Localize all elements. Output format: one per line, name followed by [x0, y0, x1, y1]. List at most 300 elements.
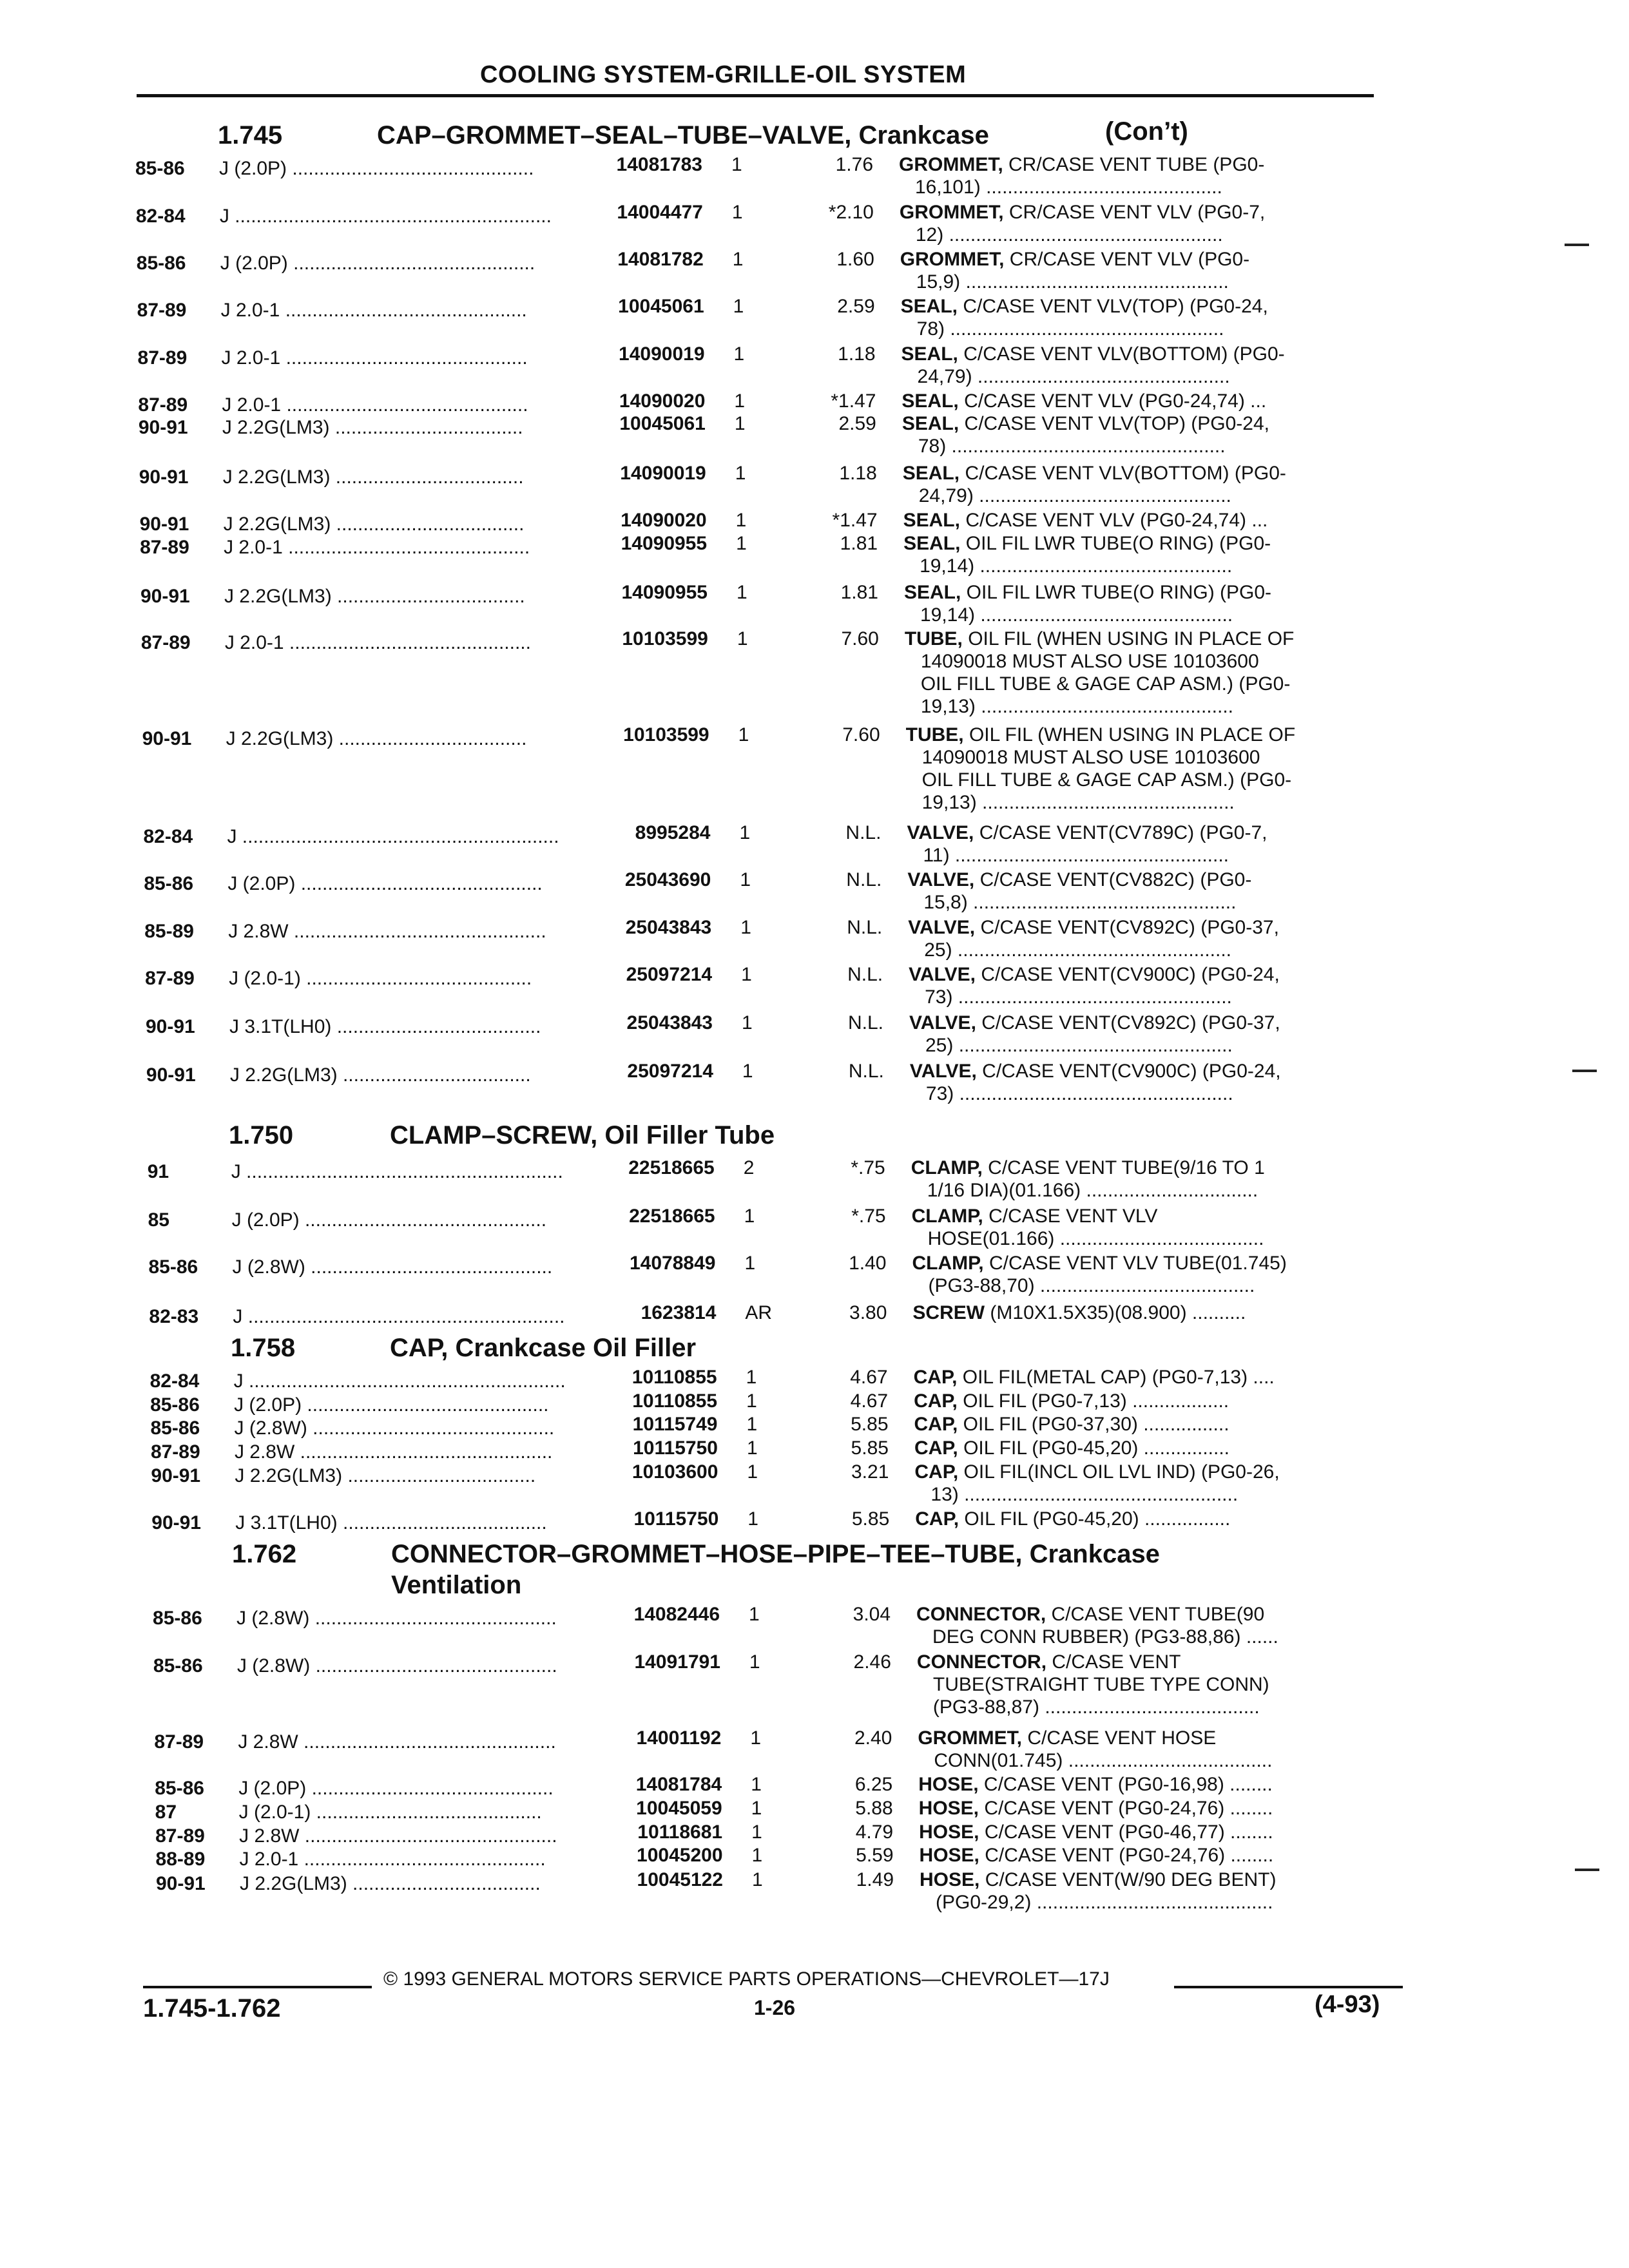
- model-code: J 2.0-1 .............................................: [222, 394, 528, 416]
- footer-date: (4-93): [1315, 1991, 1380, 2018]
- quantity: AR: [745, 1302, 773, 1323]
- price: 6.25: [854, 1774, 893, 1795]
- price: *2.10: [828, 202, 874, 223]
- model-years: 87-89: [150, 1441, 200, 1463]
- quantity: 1: [738, 724, 749, 745]
- price: 2.40: [854, 1727, 892, 1749]
- part-number: 25043690: [624, 869, 711, 890]
- model-code: J 2.2G(LM3) ...................................: [222, 417, 523, 438]
- part-name: HOSE,: [918, 1774, 979, 1795]
- section-title: CONNECTOR–GROMMET–HOSE–PIPE–TEE–TUBE, Crankcase: [391, 1540, 1160, 1568]
- section-title-line2: Ventilation: [391, 1571, 522, 1599]
- part-number: 10045061: [618, 296, 704, 317]
- part-description-continued: 73) ...................................................: [925, 1083, 1233, 1104]
- part-name: CAP,: [914, 1414, 958, 1435]
- model-years: 85: [148, 1209, 169, 1231]
- quantity: 1: [750, 1727, 762, 1749]
- model-code: J (2.8W) .............................................: [232, 1256, 553, 1278]
- part-row: [0, 1157, 1629, 1201]
- part-name: SEAL,: [903, 582, 961, 603]
- model-code: J 2.2G(LM3) ...................................: [229, 1064, 531, 1086]
- price: *1.47: [831, 390, 876, 412]
- model-code: J (2.0P) .............................................: [219, 158, 534, 179]
- part-row: [0, 963, 1629, 1008]
- model-code: J 2.2G(LM3) ...................................: [240, 1873, 541, 1894]
- quantity: 1: [733, 343, 745, 365]
- part-description: [914, 1461, 1430, 1484]
- model-code: J 2.8W ...............................................: [228, 921, 546, 942]
- part-number: 14078849: [630, 1253, 716, 1274]
- part-number: 10045200: [637, 1845, 723, 1866]
- part-row: [0, 509, 1629, 535]
- footer-rule-right: [1174, 1986, 1403, 1988]
- model-code: J 2.2G(LM3) ...................................: [235, 1465, 536, 1486]
- part-detail: C/CASE VENT (PG0-46,77) ........: [984, 1821, 1273, 1843]
- margin-mark: [1565, 244, 1589, 246]
- model-code: J 2.2G(LM3) ...................................: [222, 466, 524, 488]
- part-name: CAP,: [914, 1390, 958, 1412]
- part-detail: OIL FIL (WHEN USING IN PLACE OF: [968, 628, 1295, 649]
- model-years: 85-86: [155, 1778, 204, 1799]
- part-name: SEAL,: [903, 510, 960, 531]
- part-description-continued: 12) ...................................................: [915, 224, 1223, 245]
- part-detail: C/CASE VENT(CV892C) (PG0-37,: [981, 1012, 1280, 1033]
- part-description-continued: 19,13) ...............................................: [920, 696, 1233, 717]
- model-code: J 2.8W ...............................................: [234, 1441, 553, 1463]
- part-number: 10115750: [633, 1437, 718, 1459]
- part-number: 10045122: [637, 1869, 723, 1890]
- model-years: 87-89: [154, 1731, 204, 1753]
- model-code: J ...........................................................: [233, 1306, 565, 1327]
- part-number: 10110855: [632, 1390, 718, 1412]
- part-number: 14004477: [617, 202, 703, 223]
- model-years: 87-89: [137, 347, 188, 369]
- model-years: 87-89: [145, 968, 195, 989]
- part-number: 10115750: [633, 1508, 719, 1530]
- part-row: [0, 1302, 1629, 1325]
- price: 4.79: [855, 1821, 894, 1843]
- part-number: 10045061: [619, 413, 706, 434]
- part-description: [920, 1844, 1435, 1867]
- part-description: [915, 1508, 1431, 1531]
- part-name: CAP,: [913, 1367, 958, 1388]
- footer-rule-left: [143, 1986, 372, 1988]
- part-name: HOSE,: [918, 1798, 979, 1819]
- quantity: 1: [751, 1845, 763, 1866]
- part-detail: C/CASE VENT (PG0-16,98) ........: [983, 1774, 1273, 1795]
- part-description-continued: 13) ...................................................: [930, 1484, 1239, 1505]
- quantity: 1: [742, 1061, 753, 1082]
- model-code: J 2.0-1 .............................................: [239, 1849, 546, 1870]
- part-number: 10115749: [632, 1414, 718, 1435]
- part-row: [0, 295, 1629, 340]
- part-name: HOSE,: [919, 1845, 979, 1866]
- price: N.L.: [847, 1012, 883, 1033]
- footer-page-number: 1-26: [754, 1996, 796, 2019]
- section-number: 1.762: [232, 1540, 297, 1568]
- section-title-suffix: (Con’t): [1105, 117, 1188, 146]
- footer-copyright: © 1993 GENERAL MOTORS SERVICE PARTS OPERATIONS—CHEVROLET—17J: [383, 1968, 1110, 1990]
- part-description: [914, 1437, 1430, 1460]
- model-years: 87-89: [155, 1825, 205, 1847]
- part-row: [0, 343, 1629, 387]
- part-name: TUBE,: [905, 724, 964, 745]
- part-name: VALVE,: [909, 964, 976, 985]
- quantity: 1: [736, 582, 747, 603]
- part-row: [0, 390, 1629, 416]
- part-row: [0, 822, 1629, 866]
- part-row: [0, 628, 1629, 717]
- price: 1.81: [840, 533, 878, 554]
- price: 2.59: [838, 413, 876, 434]
- part-detail: C/CASE VENT HOSE: [1027, 1727, 1217, 1749]
- model-code: J (2.0P) .............................................: [234, 1394, 549, 1416]
- part-row: [0, 1366, 1629, 1392]
- part-description-continued: 14090018 MUST ALSO USE 10103600: [920, 651, 1259, 672]
- part-row: [0, 1508, 1629, 1531]
- part-detail: CR/CASE VENT VLV (PG0-: [1009, 249, 1250, 270]
- part-description: [920, 1869, 1435, 1892]
- price: 2.46: [853, 1651, 891, 1673]
- part-row: [0, 532, 1629, 577]
- part-number: 14082446: [633, 1604, 720, 1625]
- price: 3.80: [849, 1302, 887, 1323]
- part-row: [0, 1413, 1629, 1439]
- part-description: [916, 1603, 1432, 1626]
- part-description-continued: 16,101) ............................................: [915, 177, 1222, 198]
- part-name: GROMMET,: [899, 154, 1003, 175]
- quantity: 1: [732, 249, 744, 270]
- model-years: 85-86: [144, 873, 194, 894]
- model-years: 91: [147, 1161, 169, 1182]
- model-code: J 2.2G(LM3) ...................................: [223, 514, 525, 535]
- quantity: 1: [739, 822, 751, 843]
- part-description-continued: 78) ...................................................: [916, 318, 1224, 340]
- model-code: J 2.0-1 .............................................: [221, 347, 528, 369]
- quantity: 1: [751, 1798, 762, 1819]
- part-number: 25097214: [627, 1061, 713, 1082]
- quantity: 1: [731, 202, 743, 223]
- price: 1.81: [840, 582, 878, 603]
- model-code: J (2.0P) .............................................: [231, 1209, 547, 1231]
- quantity: 1: [749, 1651, 760, 1673]
- part-row: [0, 581, 1629, 626]
- section-title: CAP–GROMMET–SEAL–TUBE–VALVE, Crankcase: [377, 121, 989, 149]
- price: N.L.: [846, 869, 882, 890]
- part-row: [0, 1437, 1629, 1463]
- model-years: 90-91: [151, 1465, 201, 1486]
- price: N.L.: [848, 1061, 884, 1082]
- quantity: 1: [747, 1508, 758, 1530]
- part-description: [919, 1797, 1434, 1820]
- model-years: 87-89: [138, 394, 188, 416]
- margin-mark: [1572, 1070, 1597, 1072]
- part-detail: OIL FIL (PG0-7,13) ..................: [963, 1390, 1229, 1412]
- part-number: 14090019: [619, 343, 705, 365]
- part-name: SCREW: [912, 1302, 985, 1323]
- model-code: J 2.0-1 .............................................: [224, 537, 530, 558]
- part-row: [0, 1727, 1629, 1771]
- part-description: [909, 1012, 1425, 1035]
- part-name: CLAMP,: [911, 1206, 983, 1227]
- quantity: 1: [734, 413, 746, 434]
- quantity: 1: [741, 964, 752, 985]
- part-description: [918, 1727, 1433, 1750]
- model-code: J 2.0-1 .............................................: [224, 632, 531, 653]
- part-number: 25043843: [625, 917, 712, 938]
- quantity: 1: [744, 1253, 756, 1274]
- quantity: 1: [744, 1206, 755, 1227]
- part-description: [917, 1651, 1432, 1674]
- part-name: HOSE,: [920, 1869, 980, 1890]
- model-years: 82-83: [149, 1306, 199, 1327]
- part-description: [906, 724, 1422, 747]
- part-detail: C/CASE VENT: [1052, 1651, 1181, 1673]
- model-code: J 2.2G(LM3) ...................................: [224, 586, 525, 607]
- section-number: 1.750: [229, 1121, 294, 1149]
- quantity: 1: [734, 390, 746, 412]
- part-detail: C/CASE VENT VLV(TOP) (PG0-24,: [964, 413, 1269, 434]
- part-row: [0, 201, 1629, 245]
- part-detail: CR/CASE VENT VLV (PG0-7,: [1008, 202, 1266, 223]
- model-years: 87-89: [140, 537, 189, 558]
- model-code: J ...........................................................: [219, 206, 552, 227]
- part-row: [0, 1821, 1629, 1847]
- part-row: [0, 916, 1629, 961]
- model-code: J (2.0-1) ..........................................: [238, 1802, 542, 1823]
- part-description-continued: 25) ...................................................: [925, 1035, 1233, 1056]
- part-detail: OIL FIL (WHEN USING IN PLACE OF: [969, 724, 1296, 745]
- part-detail: OIL FIL(INCL OIL LVL IND) (PG0-26,: [963, 1461, 1280, 1483]
- part-description-continued: 19,13) ...............................................: [921, 792, 1235, 813]
- part-number: 14081783: [616, 154, 702, 175]
- part-row: [0, 1012, 1629, 1056]
- part-name: GROMMET,: [899, 202, 1004, 223]
- part-detail: C/CASE VENT(CV892C) (PG0-37,: [980, 917, 1279, 938]
- quantity: 1: [736, 533, 747, 554]
- part-row: [0, 1797, 1629, 1823]
- part-description: [901, 390, 1417, 413]
- part-number: 10103599: [623, 724, 709, 745]
- model-years: 85-86: [153, 1655, 203, 1677]
- model-years: 85-86: [150, 1394, 200, 1416]
- part-row: [0, 1060, 1629, 1104]
- part-row: [0, 869, 1629, 913]
- part-detail: CR/CASE VENT TUBE (PG0-: [1008, 154, 1265, 175]
- model-years: 90-91: [142, 728, 192, 749]
- part-number: 22518665: [629, 1206, 715, 1227]
- part-description-continued: 78) ...................................................: [918, 436, 1226, 457]
- price: N.L.: [847, 917, 883, 938]
- part-description-continued: TUBE(STRAIGHT TUBE TYPE CONN): [932, 1674, 1269, 1695]
- model-code: J (2.8W) .............................................: [236, 1608, 557, 1629]
- part-name: VALVE,: [907, 869, 975, 890]
- part-description-continued: 24,79) ...............................................: [918, 485, 1231, 506]
- part-detail: C/CASE VENT VLV: [988, 1206, 1158, 1227]
- price: 7.60: [842, 724, 880, 745]
- model-code: J 2.0-1 .............................................: [220, 300, 527, 321]
- model-years: 90-91: [138, 417, 188, 438]
- part-name: CAP,: [914, 1461, 959, 1483]
- model-years: 90-91: [156, 1873, 206, 1894]
- part-description-continued: 25) ...................................................: [924, 939, 1231, 961]
- section-number: 1.758: [231, 1334, 296, 1362]
- part-row: [0, 1390, 1629, 1416]
- quantity: 1: [733, 296, 744, 317]
- part-description-continued: (PG0-29,2) ............................................: [936, 1892, 1273, 1913]
- quantity: 1: [746, 1414, 758, 1435]
- price: 1.40: [849, 1253, 887, 1274]
- part-number: 10103599: [622, 628, 708, 649]
- quantity: 1: [749, 1604, 760, 1625]
- page-title: COOLING SYSTEM-GRILLE-OIL SYSTEM: [480, 61, 967, 88]
- price: 1.49: [856, 1869, 894, 1890]
- part-row: [0, 1252, 1629, 1296]
- part-description: [914, 1390, 1429, 1413]
- model-years: 82-84: [149, 1370, 200, 1392]
- price: 5.88: [855, 1798, 893, 1819]
- part-name: VALVE,: [907, 822, 974, 843]
- quantity: 1: [735, 510, 747, 531]
- part-detail: OIL FIL (PG0-45,20) ................: [963, 1437, 1230, 1459]
- part-description-continued: DEG CONN RUBBER) (PG3-88,86) ......: [932, 1626, 1278, 1648]
- quantity: 1: [740, 869, 751, 890]
- part-number: 14090955: [621, 582, 708, 603]
- price: *.75: [851, 1206, 886, 1227]
- part-number: 14090019: [620, 463, 706, 484]
- part-description-continued: OIL FILL TUBE & GAGE CAP ASM.) (PG0-: [920, 673, 1291, 695]
- model-code: J (2.8W) .............................................: [236, 1655, 557, 1677]
- part-detail: OIL FIL (PG0-37,30) ................: [963, 1414, 1229, 1435]
- part-description: [900, 248, 1416, 271]
- price: N.L.: [847, 964, 883, 985]
- price: 4.67: [850, 1390, 889, 1412]
- part-number: 14090020: [619, 390, 706, 412]
- part-number: 14091791: [634, 1651, 720, 1673]
- part-description: [914, 1413, 1430, 1436]
- part-row: [0, 412, 1629, 457]
- part-detail: C/CASE VENT TUBE(90: [1051, 1604, 1265, 1625]
- part-detail: C/CASE VENT VLV(TOP) (PG0-24,: [963, 296, 1268, 317]
- model-code: J (2.8W) .............................................: [234, 1418, 555, 1439]
- quantity: 1: [742, 1012, 753, 1033]
- part-name: CAP,: [915, 1508, 959, 1530]
- part-number: 25043843: [626, 1012, 713, 1033]
- price: 7.60: [841, 628, 879, 649]
- part-number: 14090020: [621, 510, 707, 531]
- part-description-continued: (PG3-88,70) ........................................: [928, 1275, 1255, 1296]
- model-code: J 3.1T(LH0) ......................................: [235, 1512, 547, 1533]
- model-years: 87-89: [137, 300, 187, 321]
- part-description-continued: 19,14) ...............................................: [920, 555, 1233, 577]
- part-detail: C/CASE VENT (PG0-24,76) ........: [985, 1845, 1274, 1866]
- part-description-continued: 19,14) ...............................................: [920, 604, 1233, 626]
- price: 5.85: [851, 1414, 889, 1435]
- part-name: CONNECTOR,: [916, 1651, 1047, 1673]
- part-detail: C/CASE VENT TUBE(9/16 TO 1: [988, 1157, 1265, 1178]
- part-name: TUBE,: [904, 628, 963, 649]
- part-description: [899, 153, 1414, 177]
- part-name: GROMMET,: [918, 1727, 1023, 1749]
- part-description: [912, 1205, 1427, 1228]
- part-detail: C/CASE VENT VLV TUBE(01.745): [988, 1253, 1287, 1274]
- model-years: 90-91: [151, 1512, 201, 1533]
- model-years: 85-86: [136, 253, 186, 274]
- model-code: J (2.0P) .............................................: [220, 253, 535, 274]
- part-name: SEAL,: [900, 296, 958, 317]
- price: *1.47: [832, 510, 878, 531]
- header-rule: [137, 94, 1374, 97]
- model-years: 85-86: [135, 158, 185, 179]
- part-description: [910, 1060, 1425, 1083]
- part-description: [908, 916, 1423, 939]
- part-detail: C/CASE VENT VLV (PG0-24,74) ...: [965, 510, 1268, 531]
- model-code: J ...........................................................: [233, 1370, 566, 1392]
- footer-section-range: 1.745-1.762: [143, 1994, 281, 2023]
- model-years: 85-89: [144, 921, 194, 942]
- part-description: [903, 532, 1419, 555]
- part-row: [0, 248, 1629, 293]
- part-row: [0, 1651, 1629, 1718]
- part-row: [0, 462, 1629, 506]
- part-detail: C/CASE VENT (PG0-24,76) ........: [984, 1798, 1273, 1819]
- part-description: [904, 581, 1420, 604]
- quantity: 1: [731, 154, 742, 175]
- part-row: [0, 153, 1629, 198]
- model-code: J ...........................................................: [231, 1161, 563, 1182]
- model-years: 85-86: [150, 1418, 200, 1439]
- model-years: 87-89: [140, 632, 191, 653]
- part-description-continued: HOSE(01.166) ......................................: [927, 1228, 1264, 1249]
- price: 3.04: [853, 1604, 891, 1625]
- part-row: [0, 1603, 1629, 1648]
- model-years: 85-86: [153, 1608, 202, 1629]
- model-years: 90-91: [146, 1016, 195, 1037]
- model-code: J (2.0P) .............................................: [227, 873, 543, 894]
- part-number: 10103600: [631, 1461, 718, 1483]
- price: *.75: [851, 1157, 885, 1178]
- part-number: 10118681: [637, 1821, 723, 1843]
- section-number: 1.745: [218, 121, 283, 149]
- part-number: 14081782: [617, 249, 704, 270]
- part-description-continued: OIL FILL TUBE & GAGE CAP ASM.) (PG0-: [921, 769, 1292, 791]
- part-description-continued: (PG3-88,87) ........................................: [932, 1696, 1260, 1718]
- part-row: [0, 1205, 1629, 1249]
- part-row: [0, 1461, 1629, 1505]
- part-detail: C/CASE VENT(W/90 DEG BENT): [985, 1869, 1277, 1890]
- model-years: 87: [155, 1802, 177, 1823]
- model-years: 85-86: [148, 1256, 198, 1278]
- model-code: J 2.8W ...............................................: [239, 1825, 557, 1847]
- part-description: [901, 343, 1417, 366]
- part-description: [909, 963, 1424, 986]
- part-number: 14090955: [621, 533, 708, 554]
- part-name: SEAL,: [903, 533, 961, 554]
- price: 3.21: [851, 1461, 889, 1483]
- part-name: SEAL,: [902, 463, 960, 484]
- part-detail: C/CASE VENT(CV789C) (PG0-7,: [979, 822, 1268, 843]
- model-years: 90-91: [140, 586, 190, 607]
- part-name: CONNECTOR,: [916, 1604, 1046, 1625]
- model-code: J (2.0-1) ..........................................: [229, 968, 532, 989]
- part-description: [912, 1252, 1427, 1275]
- part-row: [0, 1773, 1629, 1799]
- part-description: [912, 1302, 1428, 1325]
- part-name: SEAL,: [901, 413, 959, 434]
- quantity: 1: [746, 1437, 758, 1459]
- part-detail: C/CASE VENT VLV (PG0-24,74) ...: [964, 390, 1267, 412]
- part-name: VALVE,: [909, 1061, 977, 1082]
